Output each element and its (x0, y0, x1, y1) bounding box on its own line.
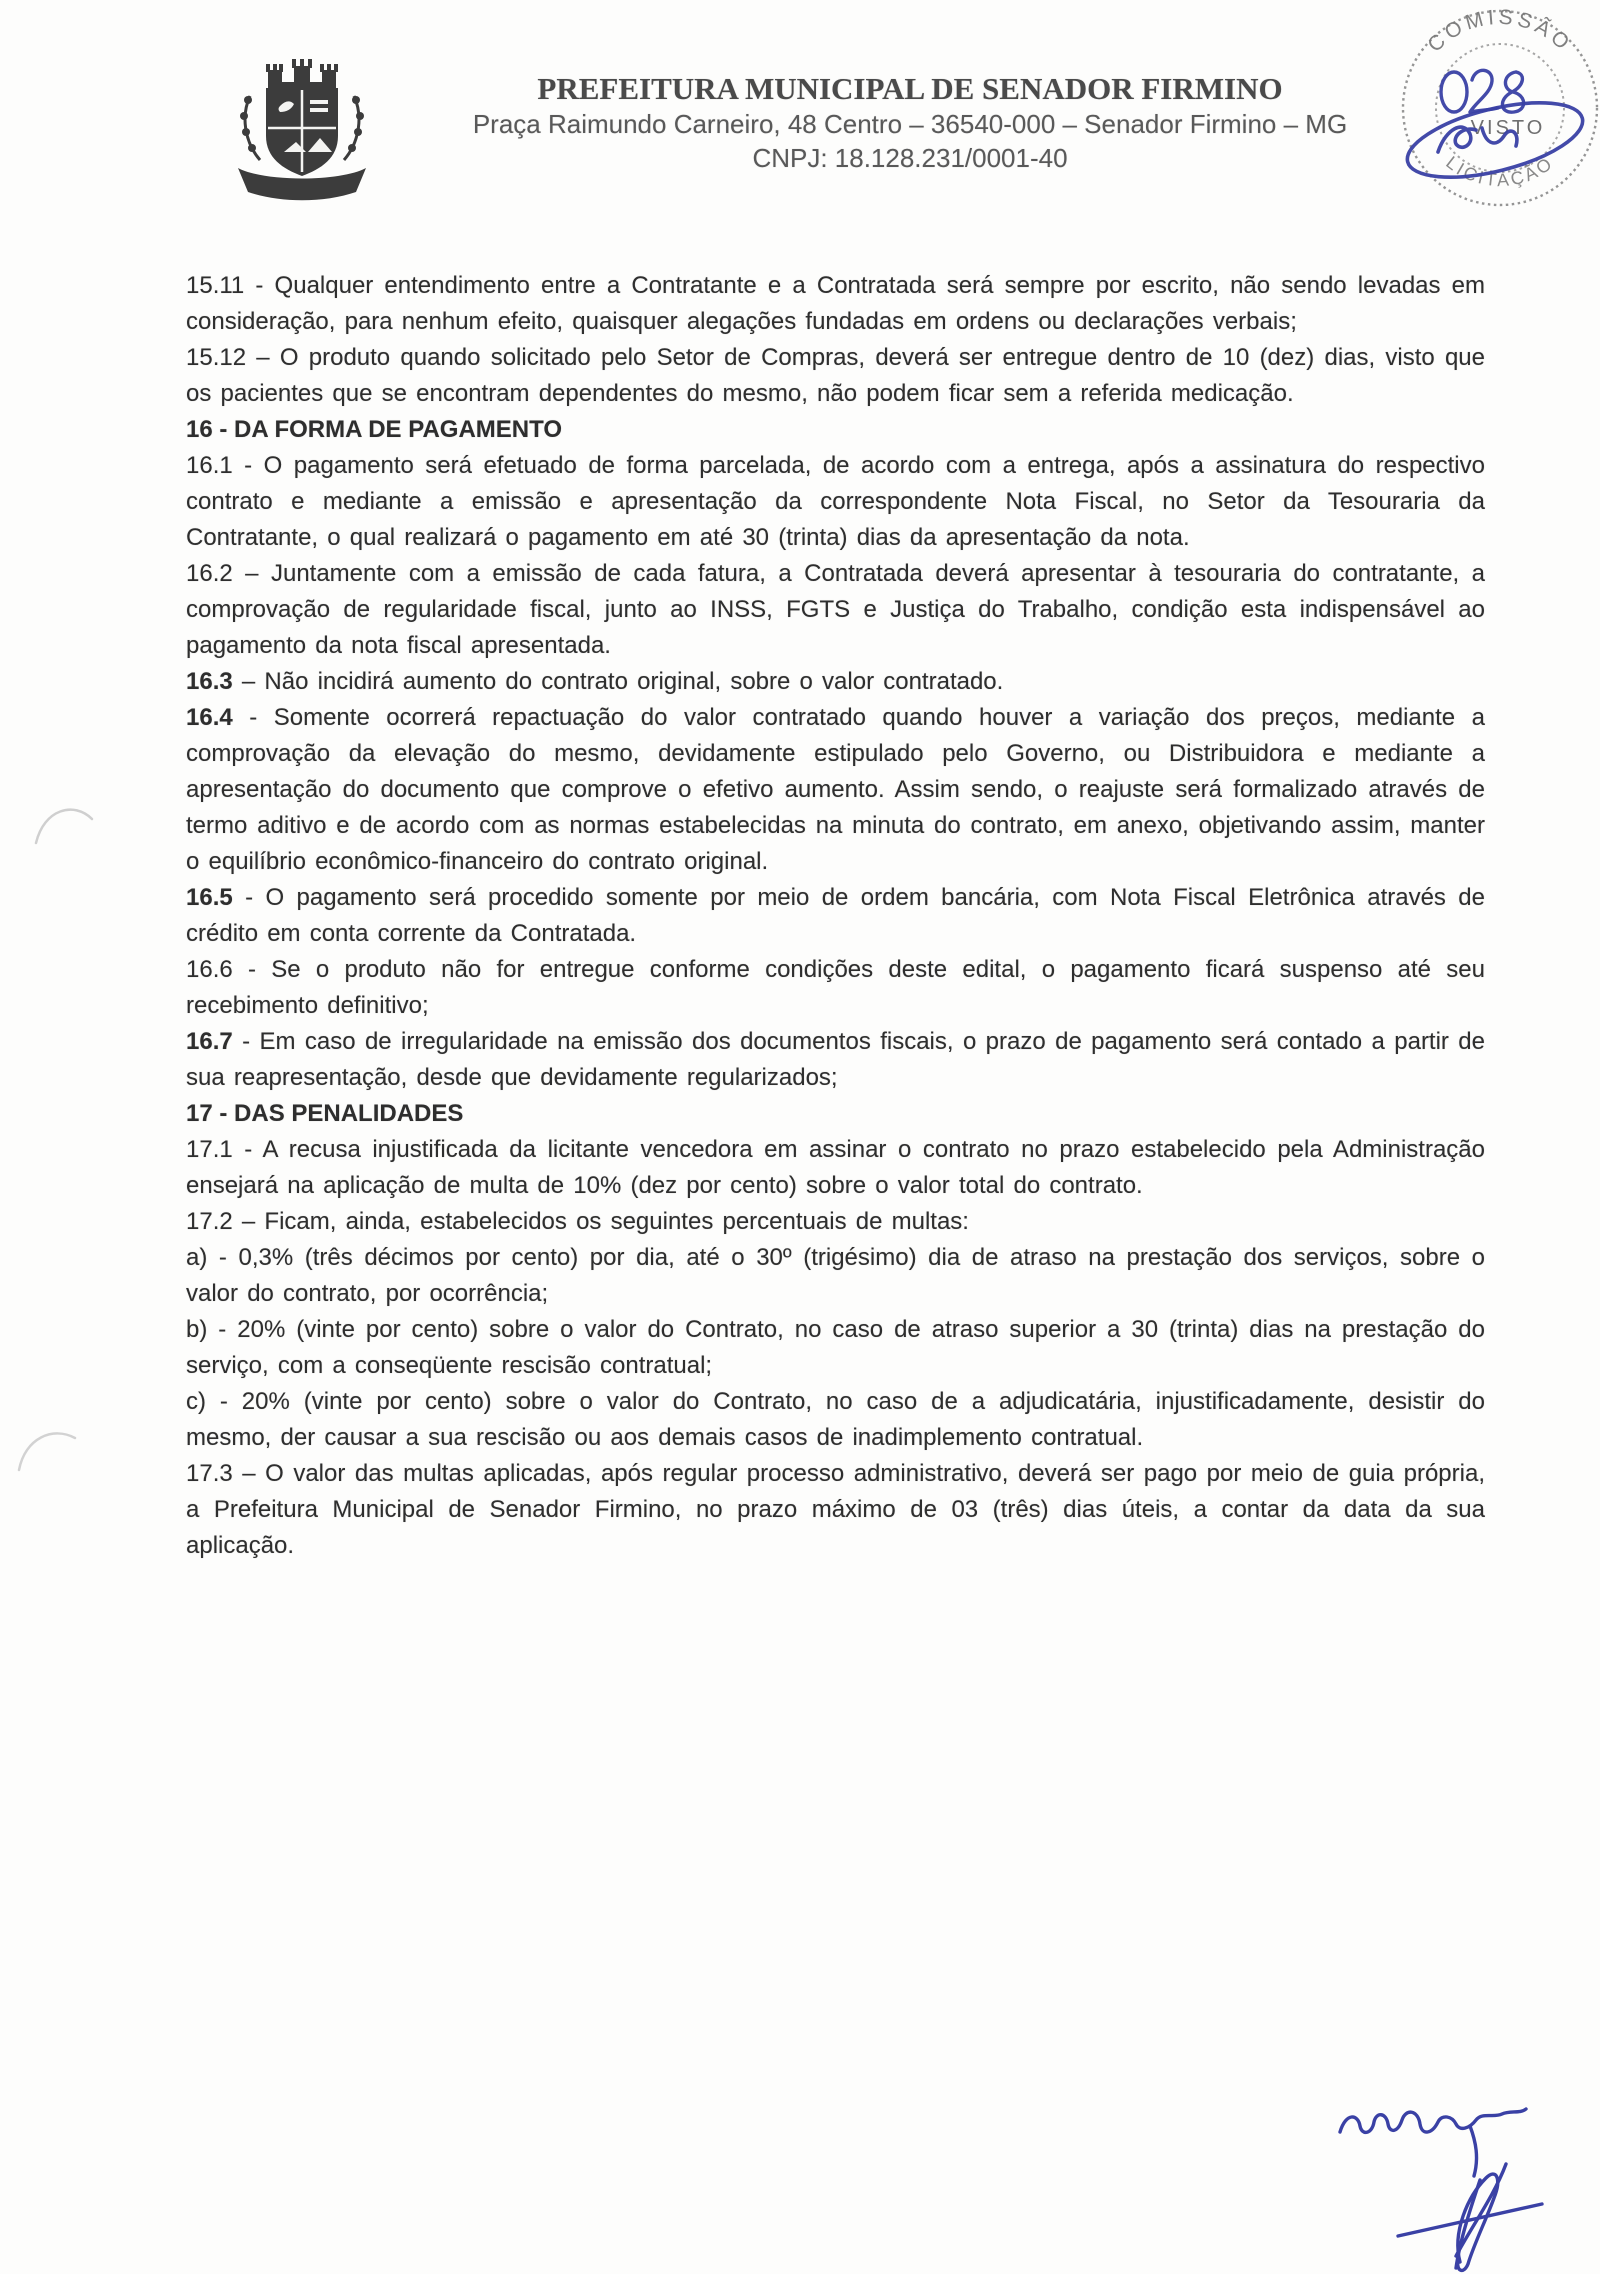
clause-16.1: 16.1 - O pagamento será efetuado de forma parcelada, de acordo com a entrega, após a assinatura do respectivo contrato e mediante a emissão e apresentação da correspondente Nota Fiscal, no Setor da Tesouraria da Contratante, o qual realizará o pagamento em até 30 (trinta) dias da apresentação da nota. (186, 452, 1485, 551)
scan-artifact-arc (30, 795, 100, 850)
clause-number: a) (186, 1244, 219, 1271)
section-heading: 16 - DA FORMA DE PAGAMENTO (186, 416, 563, 443)
org-cnpj: CNPJ: 18.128.231/0001-40 (752, 143, 1068, 173)
clause-17.1: 17.1 - A recusa injustificada da licitante vencedora em assinar o contrato no prazo estabelecido pela Administração ensejará na aplicação de multa de 10% (dez por cento) sobre o valor total do contrato. (186, 1136, 1485, 1199)
section-heading: 17 - DAS PENALIDADES (186, 1100, 464, 1127)
clause-15.12: 15.12 – O produto quando solicitado pelo Setor de Compras, deverá ser entregue dentro de 10 (dez) dias, visto que os pacientes que se encontram dependentes do mesmo, não podem ficar sem a referida medicação. (186, 344, 1486, 407)
clause-15.11: 15.11 - Qualquer entendimento entre a Contratante e a Contratada será sempre por escrito, não sendo levadas em consideração, para nenhum efeito, quaisquer alegações fundadas em ordens ou declarações verbais; (186, 272, 1485, 335)
stamp-visto-text: VISTO (1470, 117, 1546, 139)
clause-c: c) - 20% (vinte por cento) sobre o valor do Contrato, no caso de a adjudicatária, injustificadamente, desistir do mesmo, der causar a sua rescisão ou aos demais casos de inadimplemento contratual. (186, 1388, 1485, 1451)
scan-artifact-arc (15, 1420, 85, 1480)
clause-number: 17.3 (186, 1460, 243, 1487)
clause-17.2: 17.2 – Ficam, ainda, estabelecidos os seguintes percentuais de multas: (186, 1208, 969, 1235)
clause-number: 17.1 (186, 1136, 245, 1163)
clause-number: 16.6 (186, 956, 248, 983)
handwritten-signature (1310, 2078, 1590, 2274)
svg-text:COMISSÃO (1423, 6, 1576, 57)
clause-number: 16.2 (186, 560, 246, 587)
clause-16.3: 16.3 – Não incidirá aumento do contrato original, sobre o valor contratado. (186, 668, 1004, 695)
document-header (410, 72, 1410, 174)
org-name: PREFEITURA MUNICIPAL DE SENADOR FIRMINO (537, 71, 1283, 106)
clause-17.3: 17.3 – O valor das multas aplicadas, após regular processo administrativo, deverá ser pago por meio de guia própria, a Prefeitura Municipal de Senador Firmino, no prazo máximo de 03 (três) dias úteis, a contar da data da sua aplicação. (186, 1460, 1485, 1559)
clause-number: 16.4 (186, 704, 250, 731)
org-address: Praça Raimundo Carneiro, 48 Centro – 36540-000 – Senador Firmino – MG (472, 109, 1348, 139)
clause-b: b) - 20% (vinte por cento) sobre o valor do Contrato, no caso de atraso superior a 30 (trinta) dias na prestação do serviço, com a conseqüente rescisão contratual; (186, 1316, 1485, 1379)
clause-number: 16.3 (186, 668, 242, 695)
clause-number: 16.7 (186, 1028, 243, 1055)
municipal-coat-of-arms-icon (224, 56, 380, 204)
clause-a: a) - 0,3% (três décimos por cento) por dia, até o 30º (trigésimo) dia de atraso na prestação dos serviços, sobre o valor do contrato, por ocorrência; (186, 1244, 1485, 1307)
stamp-top-text: COMISSÃO (1423, 5, 1577, 57)
clause-number: 15.11 (186, 272, 256, 299)
clause-16.4: 16.4 - Somente ocorrerá repactuação do valor contratado quando houver a variação dos preços, mediante a comprovação da elevação do mesmo, devidamente estipulado pelo Governo, ou Distribuidora e mediante a apresentação do documento que comprove o efetivo aumento. Assim sendo, o reajuste será formalizado através de termo aditivo e de acordo com as normas estabelecidas na minuta do contrato, em anexo, objetivando assim, manter o equilíbrio econômico-financeiro do contrato original. (186, 704, 1486, 875)
clause-16.5: 16.5 - O pagamento será procedido somente por meio de ordem bancária, com Nota Fiscal Eletrônica através de crédito em conta corrente da Contratada. (186, 884, 1485, 947)
clause-16.2: 16.2 – Juntamente com a emissão de cada fatura, a Contratada deverá apresentar à tesouraria do contratante, a comprovação de regularidade fiscal, junto ao INSS, FGTS e Justiça do Trabalho, condição esta indispensável ao pagamento da nota fiscal apresentada. (186, 560, 1486, 659)
clause-number: b) (186, 1316, 219, 1343)
stamp-bottom-text: LICITAÇÃO (1442, 152, 1558, 191)
clause-16.7: 16.7 - Em caso de irregularidade na emissão dos documentos fiscais, o prazo de pagamento será contado a partir de sua reapresentação, desde que devidamente regularizados; (186, 1028, 1486, 1091)
clause-number: 15.12 (186, 344, 257, 371)
approval-stamp (1390, 0, 1600, 225)
clause-number: 16.5 (186, 884, 246, 911)
clause-number: 17.2 (186, 1208, 242, 1235)
clause-16.6: 16.6 - Se o produto não for entregue conforme condições deste edital, o pagamento ficará suspenso até seu recebimento definitivo; (186, 956, 1485, 1019)
clause-number: 16.1 (186, 452, 245, 479)
clause-number: c) (186, 1388, 220, 1415)
document-body (186, 268, 1485, 1564)
